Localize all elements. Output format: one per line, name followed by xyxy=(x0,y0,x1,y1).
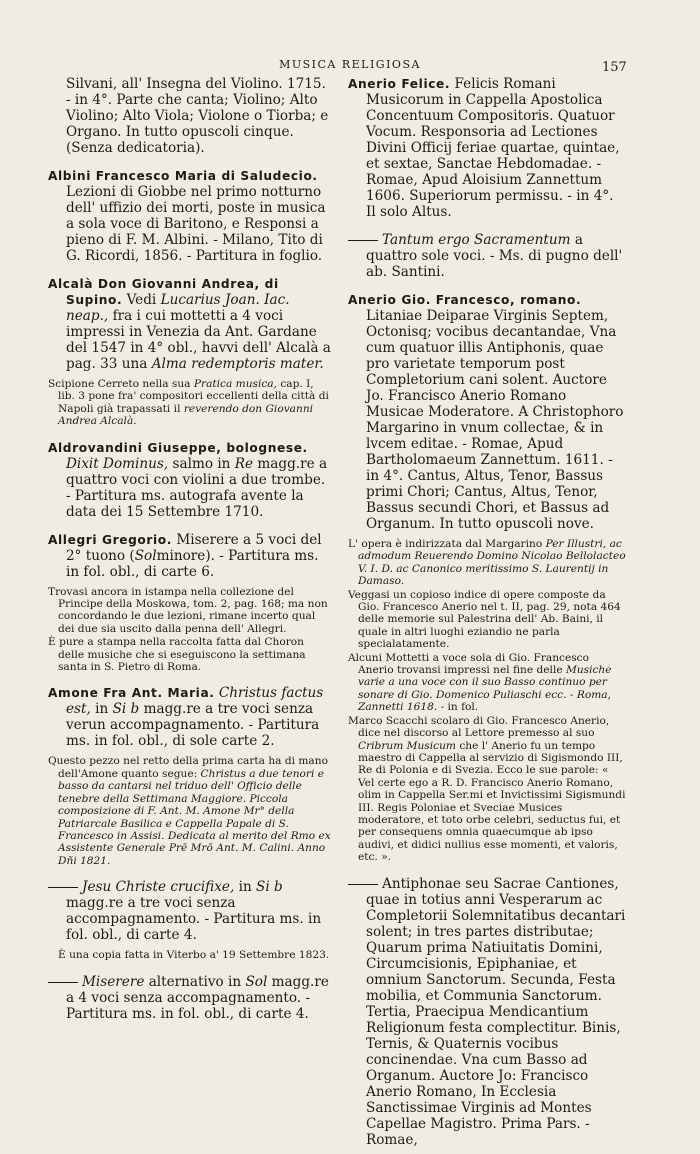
entry-anerio-gio: Anerio Gio. Francesco, romano. Litaniae Deiparae Virginis Septem, Octonisq; vocibus decantandae, Vna cum quatuor illis Antiphonis, quae pro varietate temporum post Completorium cani solent. Auctore Jo. Francisco Anerio Romano Musicae Moderatore. A Christophoro Margarino in vnum collectae, & in lvcem editae. - Romae, Apud Bartholomaeum Zannettum. 1611. - in 4°. Cantus, Altus, Tenor, Bassus primi Chori; Cantus, Altus, Tenor, Bassus secundi Chori, et Bassus ad Organum. In tutto opuscoli nove. xyxy=(348,293,624,532)
repeat-dash xyxy=(348,884,378,885)
repeat-dash xyxy=(48,982,78,983)
entry-miserere: Miserere alternativo in Sol magg.re a 4 voci senza accompagnamento. - Partitura ms. in fol. obl., di carte 4. xyxy=(48,974,333,1022)
headword-alcala: Alcalà Don Giovanni Andrea, di Supino. xyxy=(48,277,279,307)
headword-aldrovandini: Aldrovandini Giuseppe, bolognese. xyxy=(48,440,308,455)
note-allegri: Trovasi ancora in istampa nella collezione del Principe della Moskowa, tom. 2, pag. 168; ma non concordando le due lezioni, rimane incerto qual dei due sia uscito dalla penna dell' Allegri. È pure a stampa nella raccolta fatta dal Choron delle musiche che si eseguiscono la settimana santa in S. Pietro di Roma. xyxy=(48,585,328,674)
right-column xyxy=(348,76,626,1154)
page-number: 157 xyxy=(602,60,627,75)
entry-aldrovandini: Aldrovandini Giuseppe, bolognese. Dixit Dominus, salmo in Re magg.re a quattro voci con violini a due trombe. - Partitura ms. autografa avente la data dei 15 Settembre 1710. xyxy=(48,440,328,520)
entry-albini: Albini Francesco Maria di Saludecio. Lezioni di Giobbe nel primo notturno dell' uffizio dei morti, poste in musica a sola voce di Baritono, e Responsi a pieno di F. M. Albini. - Milano, Tito di G. Ricordi, 1856. - Partitura in foglio. xyxy=(48,169,326,264)
note-amone: Questo pezzo nel retto della prima carta ha di mano dell'Amone quanto segue: Christus a due tenori e basso da cantarsi nel triduo dell' Officio delle tenebre della Settimana Maggiore. Piccola composizione di F. Ant. M. Amone Mr° della Patriarcale Basilica e Cappella Papale di S. Francesco in Assisi. Dedicata al merito del Rmo ex Assistente Generale Prē Mrō Ant. M. Calini. Anno Dñi 1821. xyxy=(48,755,331,867)
entry-antiphonae: Antiphonae seu Sacrae Cantiones, quae in totius anni Vesperarum ac Completorii Solemnitatibus decantari solent; in tres partes distributae; Quarum prima Natiuitatis Domini, Circumcisionis, Epiphaniae, et omnium Sanctorum. Secunda, Festa mobilia, et Communia Sanctorum. Tertia, Praecipua Mendicantium Religionum festa complectitur. Binis, Ternis, & Quaternis vocibus concinendae. Vna cum Basso ad Organum. Auctore Jo: Francisco Anerio Romano, In Ecclesia Sanctissimae Virginis ad Montes Capellae Magistro. Prima Pars. - Romae, xyxy=(348,876,626,1148)
repeat-dash xyxy=(48,887,78,888)
running-header: MUSICA RELIGIOSA xyxy=(279,58,421,71)
headword-allegri: Allegri Gregorio. xyxy=(48,532,172,547)
note-jesu: È una copia fatta in Viterbo a' 19 Settembre 1823. xyxy=(58,949,330,962)
entry-jesu-christe: Jesu Christe crucifixe, in Si b magg.re a tre voci senza accompagnamento. - Partitura ms. in fol. obl., di carte 4. xyxy=(48,879,333,943)
entry-alcala: Alcalà Don Giovanni Andrea, di Supino. Vedi Lucarius Joan. Iac. neap., fra i cui mottetti a 4 voci impressi in Venezia da Ant. Gardane del 1547 in 4° obl., havvi dell' Alcalà a pag. 33 una Alma redemptoris mater. xyxy=(48,277,331,372)
headword-amone: Amone Fra Ant. Maria. xyxy=(48,686,215,701)
repeat-dash xyxy=(348,240,378,241)
entry-allegri: Allegri Gregorio. Miserere a 5 voci del 2° tuono (Solminore). - Partitura ms. in fol. obl., di carte 6. xyxy=(48,531,322,580)
entry-tantum-ergo: Tantum ergo Sacramentum a quattro sole voci. - Ms. di pugno dell' ab. Santini. xyxy=(348,232,626,280)
headword-anerio-felice: Anerio Felice. xyxy=(348,77,451,91)
headword-albini: Albini Francesco Maria di Saludecio. xyxy=(48,169,318,183)
entry-amone: Amone Fra Ant. Maria. Christus factus est, in Si b magg.re a tre voci senza verun accompagnamento. - Partitura ms. in fol. obl., di sole carte 2. xyxy=(48,685,324,750)
note-alcala: Scipione Cerreto nella sua Pratica musica, cap. I, lib. 3 pone fra' compositori eccellenti della città di Napoli già trapassati il reverendo don Giovanni Andrea Alcalà. xyxy=(48,378,329,428)
entry-anerio-felice: Anerio Felice. Felicis Romani Musicorum in Cappella Apostolica Concentuum Compositoris. Quatuor Vocum. Responsoria ad Lectiones Divini Officij feriae quartae, quintae, et sextae, Sanctae Hebdomadae. - Romae, Apud Aloisium Zannettum 1606. Superiorum permissu. - in 4°. Il solo Altus. xyxy=(348,76,620,220)
headword-anerio-gio: Anerio Gio. Francesco, romano. xyxy=(348,293,582,307)
entry-continuation: Silvani, all' Insegna del Violino. 1715. - in 4°. Parte che canta; Violino; Alto Violino; Alto Viola; Violone o Tiorba; e Organo. In tutto opuscoli cinque. (Senza dedicatoria). xyxy=(66,76,329,156)
note-anerio-gio: L' opera è indirizzata dal Margarino Per Illustri, ac admodum Reuerendo Domino Nicolao Bellolacteo V. I. D. ac Canonico meritissimo S. Laurentij in Damaso. Veggasi un copioso indice di opere composte da Gio. Francesco Anerio nel t. II, pag. 29, nota 464 delle memorie sul Palestrina dell' Ab. Baini, il quale in altri luoghi eziandio ne parla specialatamente. Alcuni Mottetti a voce sola di Gio. Francesco Anerio trovansi impressi nel fine delle Musiche varie a una voce con il suo Basso continuo per sonare di Gio. Domenico Puliaschi ecc. - Roma, Zannetti 1618. - in fol. Marco Scacchi scolaro di Gio. Francesco Anerio, dice nel discorso al Lettore premesso al suo Cribrum Musicum che l' Anerio fu un tempo maestro di Cappella al servizio di Sigismondo III, Re di Polonia e di Svezia. Ecco le sue parole: « Vel certe ego a R. D. Francisco Anerio Romano, olim in Cappella Ser.mi et Invictissimi Sigismundi III. Regis Poloniae et Sveciae Musices moderatore, et toto orbe celebri, seductus fui, et per consequens omnia quaecumque ab ipso audivi, et didici nullius esse momenti, et valoris, etc. ». xyxy=(348,538,626,864)
left-column xyxy=(48,76,333,1028)
